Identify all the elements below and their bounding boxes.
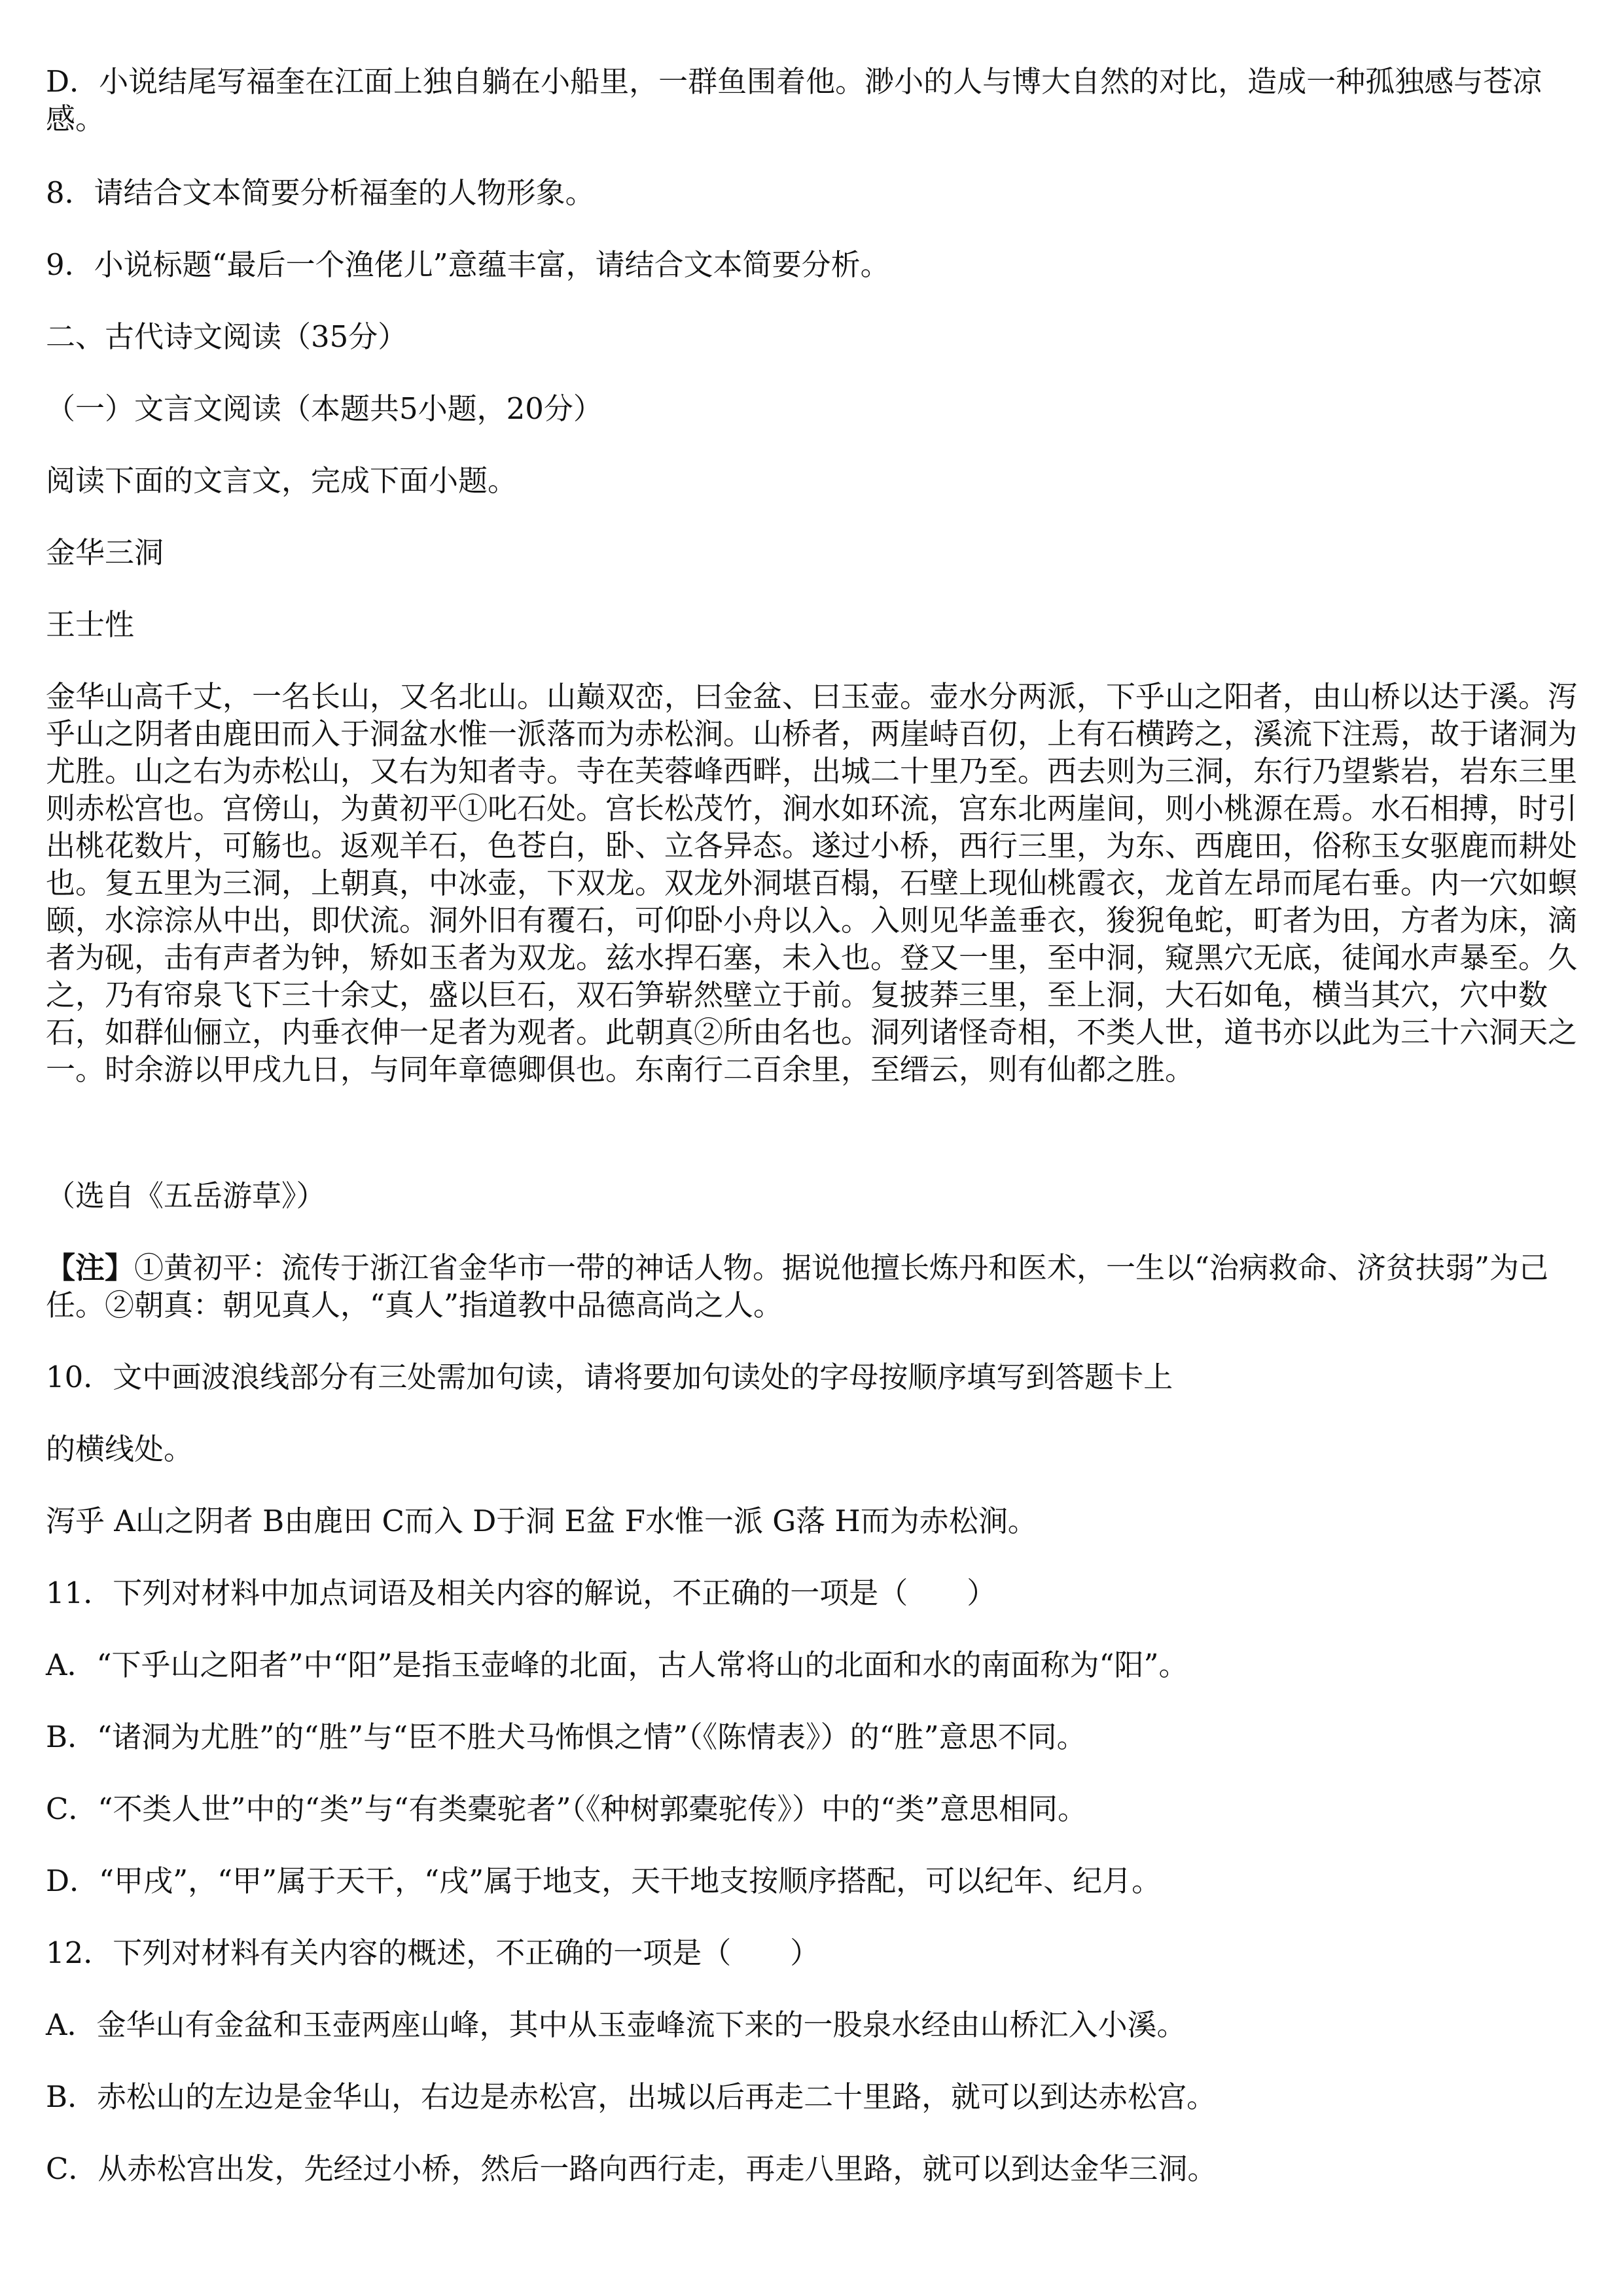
q9-stem: 9．小说标题“最后一个渔佬儿”意蕴丰富，请结合文本简要分析。 <box>46 247 890 282</box>
q12-stem: 12．下列对材料有关内容的概述，不正确的一项是（ ） <box>46 1935 820 1970</box>
q10-stem-line2: 的横线处。 <box>46 1432 194 1466</box>
q11-option-c: C．“不类人世”中的“类”与“有类橐驼者”（《种树郭橐驼传》）中的“类”意思相同。 <box>46 1792 1087 1826</box>
q8-stem: 8．请结合文本简要分析福奎的人物形象。 <box>46 175 595 210</box>
q12-option-b: B．赤松山的左边是金华山，右边是赤松宫，出城以后再走二十里路，就可以到达赤松宫。 <box>46 2079 1217 2114</box>
section-heading: 二、古代诗文阅读（35分） <box>46 319 408 354</box>
q10-sentence: 泻乎 A山之阴者 B由鹿田 C而入 D于洞 E盆 F水惟一派 G落 H而为赤松涧。 <box>46 1504 1037 1538</box>
note-label: 【注】 <box>46 1250 135 1285</box>
sub-section-heading: （一）文言文阅读（本题共5小题，20分） <box>46 391 603 426</box>
reading-instruction: 阅读下面的文言文，完成下面小题。 <box>46 463 518 498</box>
q12-option-a: A．金华山有金盆和玉壶两座山峰，其中从玉壶峰流下来的一股泉水经由山桥汇入小溪。 <box>46 2007 1186 2042</box>
q10-stem-line1: 10．文中画波浪线部分有三处需加句读，请将要加句读处的字母按顺序填写到答题卡上 <box>46 1360 1173 1394</box>
q11-option-b: B．“诸洞为尤胜”的“胜”与“臣不胜犬马怖惧之情”（《陈情表》）的“胜”意思不同。 <box>46 1720 1086 1754</box>
q12-option-c: C．从赤松宫出发，先经过小桥，然后一路向西行走，再走八里路，就可以到达金华三洞。 <box>46 2151 1217 2186</box>
passage-source: （选自《五岳游草》） <box>46 1178 326 1213</box>
q11-option-a: A．“下乎山之阳者”中“阳”是指玉壶峰的北面，古人常将山的北面和水的南面称为“阳”。 <box>46 1648 1188 1682</box>
q11-option-d: D．“甲戌”，“甲”属于天干，“戌”属于地支，天干地支按顺序搭配，可以纪年、纪月。 <box>46 1863 1162 1898</box>
note-text: ①黄初平：流传于浙江省金华市一带的神话人物。据说他擅长炼丹和医术，一生以“治病救命、济贫扶弱”为己任。②朝真：朝见真人，“真人”指道教中品德高尚之人。 <box>46 1250 1549 1322</box>
passage-note <box>46 1249 1577 1324</box>
passage-author: 王士性 <box>46 607 135 642</box>
q11-stem: 11．下列对材料中加点词语及相关内容的解说，不正确的一项是（ ） <box>46 1576 997 1610</box>
passage-body: 金华山高千丈，一名长山，又名北山。山巅双峦，曰金盆、曰玉壶。壶水分两派，下乎山之阳者，由山桥以达于溪。泻乎山之阴者由鹿田而入于洞盆水惟一派落而为赤松涧。山桥者，两崖峙百仞，上有石横跨之，溪流下注焉，故于诸洞为尤胜。山之右为赤松山，又右为知者寺。寺在芙蓉峰西畔，出城二十里乃至。西去则为三洞，东行乃望紫岩，岩东三里则赤松宫也。宫傍山，为黄初平①叱石处。宫长松茂竹，涧水如环流，宫东北两崖间，则小桃源在焉。水石相搏，时引出桃花数片，可觞也。返观羊石，色苍白，卧、立各异态。遂过小桥，西行三里，为东、西鹿田，俗称玉女驱鹿而耕处也。复五里为三洞，上朝真，中冰壶，下双龙。双龙外洞堪百榻，石壁上现仙桃霞衣，龙首左昂而尾右垂。内一穴如螟颐，水淙淙从中出，即伏流。洞外旧有覆石，可仰卧小舟以入。入则见华盖垂衣，狻猊龟蛇，町者为田，方者为床，滴者为砚，击有声者为钟，矫如玉者为双龙。兹水捍石塞，未入也。登又一里，至中洞，窥黑穴无底，徒闻水声暴至。久之，乃有帘泉飞下三十余丈，盛以巨石，双石笋崭然壁立于前。复披莽三里，至上洞，大石如龟，横当其穴，穴中数石，如群仙俪立，内垂衣伸一足者为观者。此朝真②所由名也。洞列诸怪奇相，不类人世，道书亦以此为三十六洞天之一。时余游以甲戌九日，与同年章德卿俱也。东南行二百余里，至缙云，则有仙都之胜。 <box>46 679 1578 1087</box>
passage-title: 金华三洞 <box>46 535 164 570</box>
q7-option-d: D．小说结尾写福奎在江面上独自躺在小船里，一群鱼围着他。渺小的人与博大自然的对比，造成一种孤独感与苍凉感。 <box>46 64 1543 136</box>
